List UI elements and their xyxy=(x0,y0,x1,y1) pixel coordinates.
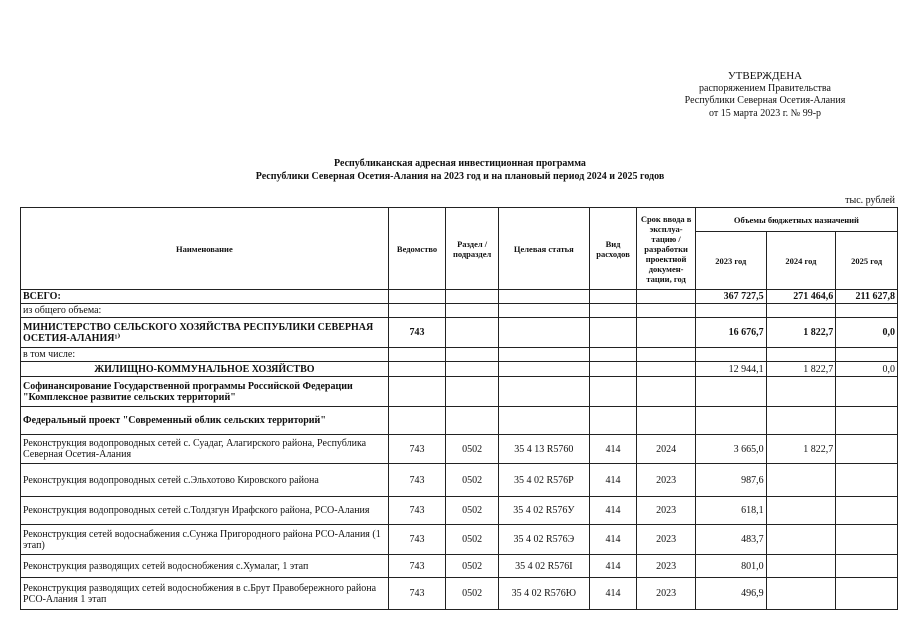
row-name: из общего объема: xyxy=(21,304,389,318)
table-row xyxy=(21,464,898,497)
row-razdel xyxy=(446,318,499,348)
row-2024: 271 464,6 xyxy=(766,290,836,304)
row-razdel xyxy=(446,407,499,435)
row-2025 xyxy=(836,555,898,578)
row-2023: 367 727,5 xyxy=(695,290,766,304)
row-ved xyxy=(388,290,446,304)
row-srok: 2023 xyxy=(637,578,696,610)
approval-stamp xyxy=(650,70,880,120)
row-srok xyxy=(637,407,696,435)
row-2024 xyxy=(766,407,836,435)
row-razdel xyxy=(446,304,499,318)
row-statya xyxy=(498,318,589,348)
row-ved: 743 xyxy=(388,525,446,555)
document-title-line-2: Республики Северная Осетия-Алания на 2023 год и на плановый период 2024 и 2025 годов xyxy=(255,171,665,182)
row-srok xyxy=(637,304,696,318)
row-statya: 35 4 02 R576У xyxy=(498,497,589,525)
row-razdel xyxy=(446,377,499,407)
row-srok: 2023 xyxy=(637,464,696,497)
row-statya xyxy=(498,362,589,377)
table-row xyxy=(21,497,898,525)
row-vid xyxy=(589,304,636,318)
row-name: Реконструкция разводящих сетей водоснобжения в с.Брут Правобережного района РСО-Алания 1 этап xyxy=(21,578,389,610)
row-srok: 2024 xyxy=(637,435,696,464)
row-vid: 414 xyxy=(589,435,636,464)
row-2025 xyxy=(836,377,898,407)
row-2024 xyxy=(766,555,836,578)
row-2024 xyxy=(766,578,836,610)
row-srok: 2023 xyxy=(637,525,696,555)
investment-program-table xyxy=(20,207,898,610)
row-2025: 0,0 xyxy=(836,318,898,348)
table-row xyxy=(21,578,898,610)
row-srok xyxy=(637,318,696,348)
row-statya: 35 4 13 R5760 xyxy=(498,435,589,464)
row-ved: 743 xyxy=(388,555,446,578)
document-title-line-1: Республиканская адресная инвестиционная программа xyxy=(334,158,586,169)
row-statya xyxy=(498,407,589,435)
row-2023 xyxy=(695,407,766,435)
header-year-2023: 2023 год xyxy=(695,232,766,290)
header-year-2025: 2025 год xyxy=(836,232,898,290)
row-name: Реконструкция разводящих сетей водоснобжения с.Хумалаг, 1 этап xyxy=(21,555,389,578)
header-vid: Вид расходов xyxy=(589,208,636,290)
row-name: Реконструкция водопроводных сетей с.Эльхотово Кировского района xyxy=(21,464,389,497)
header-name: Наименование xyxy=(21,208,389,290)
table-row xyxy=(21,318,898,348)
row-ved: 743 xyxy=(388,497,446,525)
row-2025 xyxy=(836,497,898,525)
units-label: тыс. рублей xyxy=(845,195,895,206)
header-vedomstvo: Ведомство xyxy=(388,208,446,290)
header-obem: Объемы бюджетных назначений xyxy=(695,208,897,232)
row-vid xyxy=(589,290,636,304)
table-row xyxy=(21,525,898,555)
row-razdel xyxy=(446,362,499,377)
row-2025 xyxy=(836,464,898,497)
row-srok xyxy=(637,377,696,407)
table-row xyxy=(21,555,898,578)
row-statya: 35 4 02 R576Р xyxy=(498,464,589,497)
row-statya: 35 4 02 R576Э xyxy=(498,525,589,555)
row-2023: 3 665,0 xyxy=(695,435,766,464)
row-vid: 414 xyxy=(589,525,636,555)
row-razdel: 0502 xyxy=(446,464,499,497)
row-name: Реконструкция водопроводных сетей с.Толдзгун Ирафского района, РСО-Алания xyxy=(21,497,389,525)
row-vid xyxy=(589,348,636,362)
row-vid: 414 xyxy=(589,464,636,497)
row-2023: 801,0 xyxy=(695,555,766,578)
row-ved: 743 xyxy=(388,464,446,497)
approval-line-1: распоряжением Правительства xyxy=(699,82,831,94)
row-2023 xyxy=(695,377,766,407)
row-vid xyxy=(589,362,636,377)
header-statya: Целевая статья xyxy=(498,208,589,290)
row-razdel xyxy=(446,290,499,304)
row-name: Федеральный проект "Современный облик сельских территорий" xyxy=(21,407,389,435)
row-ved: 743 xyxy=(388,318,446,348)
row-vid: 414 xyxy=(589,555,636,578)
row-2024 xyxy=(766,348,836,362)
row-vid xyxy=(589,318,636,348)
row-razdel: 0502 xyxy=(446,555,499,578)
header-srok: Срок ввода в эксплуа-тацию / разработки проектной докумен-тации, год xyxy=(637,208,696,290)
row-srok: 2023 xyxy=(637,555,696,578)
approval-line-2: Республики Северная Осетия-Алания xyxy=(684,95,846,106)
row-statya xyxy=(498,377,589,407)
row-2024 xyxy=(766,464,836,497)
approval-line-3: от 15 марта 2023 г. № 99-р xyxy=(708,107,822,119)
row-2023: 16 676,7 xyxy=(695,318,766,348)
row-2024 xyxy=(766,377,836,407)
row-statya xyxy=(498,348,589,362)
table-row xyxy=(21,290,898,304)
row-2023 xyxy=(695,304,766,318)
row-ved: 743 xyxy=(388,435,446,464)
table-row xyxy=(21,362,898,377)
header-year-2024: 2024 год xyxy=(766,232,836,290)
row-ved: 743 xyxy=(388,578,446,610)
row-name: Реконструкция водопроводных сетей с. Суадаг, Алагирского района, Республика Северная Осетия-Алания xyxy=(21,435,389,464)
row-name: Реконструкция сетей водоснабжения с.Сунжа Пригородного района РСО-Алания (1 этап) xyxy=(21,525,389,555)
row-vid xyxy=(589,377,636,407)
row-2025 xyxy=(836,348,898,362)
row-ved xyxy=(388,362,446,377)
row-2025 xyxy=(836,304,898,318)
row-razdel xyxy=(446,348,499,362)
row-2023 xyxy=(695,348,766,362)
row-razdel: 0502 xyxy=(446,525,499,555)
row-vid xyxy=(589,407,636,435)
row-srok: 2023 xyxy=(637,497,696,525)
row-2025 xyxy=(836,578,898,610)
row-ved xyxy=(388,407,446,435)
row-ved xyxy=(388,348,446,362)
row-name: МИНИСТЕРСТВО СЕЛЬСКОГО ХОЗЯЙСТВА РЕСПУБЛИКИ СЕВЕРНАЯ ОСЕТИЯ-АЛАНИЯ¹⁾ xyxy=(21,318,389,348)
row-2024: 1 822,7 xyxy=(766,435,836,464)
row-2023: 618,1 xyxy=(695,497,766,525)
row-razdel: 0502 xyxy=(446,435,499,464)
row-statya: 35 4 02 R576І xyxy=(498,555,589,578)
table-row xyxy=(21,304,898,318)
row-2025 xyxy=(836,435,898,464)
row-2025: 211 627,8 xyxy=(836,290,898,304)
row-2024 xyxy=(766,304,836,318)
row-srok xyxy=(637,348,696,362)
header-razdel: Раздел / подраздел xyxy=(446,208,499,290)
row-vid: 414 xyxy=(589,497,636,525)
row-statya: 35 4 02 R576Ю xyxy=(498,578,589,610)
row-2023: 987,6 xyxy=(695,464,766,497)
row-razdel: 0502 xyxy=(446,497,499,525)
row-2023: 483,7 xyxy=(695,525,766,555)
table-row xyxy=(21,377,898,407)
row-ved xyxy=(388,377,446,407)
approval-heading: УТВЕРЖДЕНА xyxy=(727,70,803,82)
row-vid: 414 xyxy=(589,578,636,610)
row-name: ЖИЛИЩНО-КОММУНАЛЬНОЕ ХОЗЯЙСТВО xyxy=(21,362,389,377)
table-row xyxy=(21,348,898,362)
row-2025 xyxy=(836,525,898,555)
row-razdel: 0502 xyxy=(446,578,499,610)
row-2023: 12 944,1 xyxy=(695,362,766,377)
row-statya xyxy=(498,290,589,304)
table-row xyxy=(21,407,898,435)
row-srok xyxy=(637,362,696,377)
row-2024: 1 822,7 xyxy=(766,362,836,377)
row-2025: 0,0 xyxy=(836,362,898,377)
row-2024 xyxy=(766,525,836,555)
row-name: ВСЕГО: xyxy=(21,290,389,304)
row-name: в том числе: xyxy=(21,348,389,362)
row-ved xyxy=(388,304,446,318)
table-row xyxy=(21,435,898,464)
row-2024: 1 822,7 xyxy=(766,318,836,348)
row-name: Софинансирование Государственной программы Российской Федерации "Комплексное развитие сельских территорий" xyxy=(21,377,389,407)
row-2023: 496,9 xyxy=(695,578,766,610)
row-2024 xyxy=(766,497,836,525)
row-2025 xyxy=(836,407,898,435)
document-title xyxy=(150,157,770,183)
row-srok xyxy=(637,290,696,304)
row-statya xyxy=(498,304,589,318)
